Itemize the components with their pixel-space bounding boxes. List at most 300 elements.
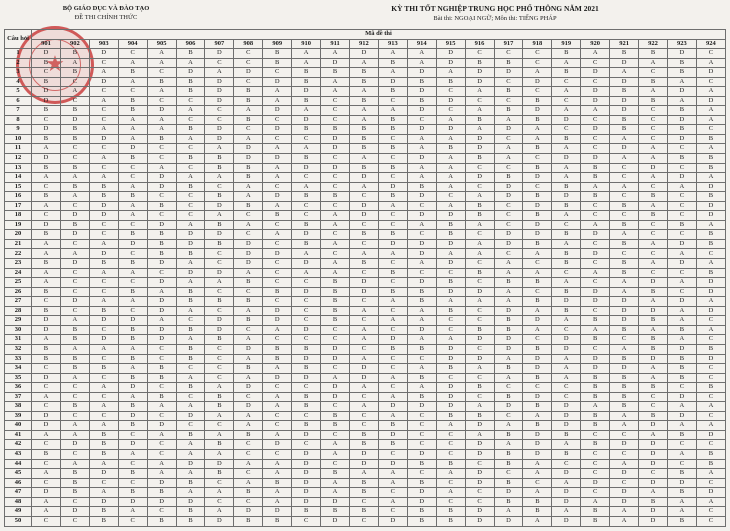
answer-cell: A (523, 488, 552, 498)
answer-cell: D (349, 364, 378, 374)
answer-cell: A (639, 430, 668, 440)
answer-cell: D (667, 297, 696, 307)
table-row (5, 154, 726, 164)
answer-cell: D (494, 516, 523, 526)
answer-cell: A (32, 469, 61, 479)
answer-cell: D (205, 49, 234, 59)
answer-cell: A (349, 154, 378, 164)
answer-cell: A (205, 507, 234, 517)
answer-cell: B (349, 478, 378, 488)
answer-cell: C (321, 106, 350, 116)
answer-cell: C (494, 49, 523, 59)
answer-cell: D (696, 354, 725, 364)
answer-cell: C (60, 411, 89, 421)
exam-code-header: 908 (234, 39, 263, 49)
answer-cell: B (176, 354, 205, 364)
answer-cell: A (465, 106, 494, 116)
answer-cell: B (465, 58, 494, 68)
answer-cell: B (667, 68, 696, 78)
answer-cell: A (60, 344, 89, 354)
answer-cell: C (349, 344, 378, 354)
answer-cell: A (176, 134, 205, 144)
answer-cell: B (292, 96, 321, 106)
answer-cell: B (60, 68, 89, 78)
answer-cell: B (552, 306, 581, 316)
answer-cell: B (494, 106, 523, 116)
answer-cell: D (407, 249, 436, 259)
answer-cell: B (321, 125, 350, 135)
answer-cell: B (205, 440, 234, 450)
question-number: 43 (5, 449, 32, 459)
answer-cell: B (436, 278, 465, 288)
answer-cell: C (639, 134, 668, 144)
answer-cell: A (552, 316, 581, 326)
answer-cell: D (465, 440, 494, 450)
exam-code-header: 917 (494, 39, 523, 49)
answer-cell: D (321, 58, 350, 68)
answer-cell: A (234, 182, 263, 192)
table-row (5, 306, 726, 316)
answer-cell: D (32, 325, 61, 335)
answer-cell: A (407, 316, 436, 326)
answer-cell: A (378, 392, 407, 402)
answer-cell: C (610, 478, 639, 488)
answer-cell: C (176, 96, 205, 106)
answer-cell: A (610, 507, 639, 517)
answer-cell: D (263, 154, 292, 164)
answer-cell: A (523, 306, 552, 316)
answer-cell: A (407, 173, 436, 183)
answer-cell: C (176, 201, 205, 211)
answer-cell: D (436, 383, 465, 393)
answer-cell: B (523, 344, 552, 354)
answer-cell: A (378, 478, 407, 488)
table-row (5, 497, 726, 507)
answer-cell: A (407, 134, 436, 144)
answer-cell: B (349, 134, 378, 144)
answer-cell: C (696, 373, 725, 383)
answer-cell: D (263, 507, 292, 517)
answer-cell: C (436, 478, 465, 488)
answer-cell: D (378, 516, 407, 526)
answer-cell: B (176, 125, 205, 135)
answer-cell: B (32, 192, 61, 202)
answer-cell: C (205, 58, 234, 68)
answer-cell: B (176, 87, 205, 97)
question-number: 22 (5, 249, 32, 259)
question-number: 5 (5, 87, 32, 97)
answer-cell: A (407, 163, 436, 173)
answer-cell: C (523, 383, 552, 393)
answer-cell: C (552, 268, 581, 278)
answer-cell: C (89, 220, 118, 230)
answer-cell: A (263, 201, 292, 211)
answer-cell: C (667, 192, 696, 202)
answer-cell: B (494, 430, 523, 440)
answer-cell: C (292, 211, 321, 221)
answer-cell: B (60, 106, 89, 116)
answer-cell: C (581, 58, 610, 68)
answer-cell: B (378, 125, 407, 135)
exam-code-header: 910 (292, 39, 321, 49)
answer-cell: C (32, 182, 61, 192)
answer-cell: C (494, 77, 523, 87)
answer-cell: D (321, 354, 350, 364)
answer-cell: A (436, 154, 465, 164)
answer-cell: B (32, 344, 61, 354)
answer-cell: A (234, 421, 263, 431)
answer-cell: D (32, 87, 61, 97)
answer-cell: D (610, 297, 639, 307)
answer-cell: B (234, 316, 263, 326)
answer-cell: D (667, 344, 696, 354)
answer-cell: A (639, 364, 668, 374)
table-row (5, 201, 726, 211)
answer-cell: B (465, 201, 494, 211)
answer-cell: B (349, 68, 378, 78)
answer-cell: D (292, 497, 321, 507)
answer-cell: D (118, 144, 147, 154)
answer-cell: D (263, 373, 292, 383)
answer-cell: C (378, 507, 407, 517)
answer-cell: B (118, 421, 147, 431)
answer-cell: B (60, 49, 89, 59)
answer-cell: D (378, 402, 407, 412)
answer-cell: B (667, 373, 696, 383)
answer-cell: A (696, 259, 725, 269)
header-row-top (5, 30, 726, 40)
answer-cell: B (32, 106, 61, 116)
question-number: 10 (5, 134, 32, 144)
answer-cell: A (407, 335, 436, 345)
answer-cell: C (581, 449, 610, 459)
answer-cell: B (581, 392, 610, 402)
answer-cell: C (639, 125, 668, 135)
answer-cell: C (234, 58, 263, 68)
answer-cell: C (321, 325, 350, 335)
answer-cell: B (581, 507, 610, 517)
answer-cell: D (292, 488, 321, 498)
answer-cell: A (234, 459, 263, 469)
answer-cell: A (610, 134, 639, 144)
answer-cell: B (176, 478, 205, 488)
answer-cell: A (147, 430, 176, 440)
answer-cell: D (610, 364, 639, 374)
answer-cell: A (436, 297, 465, 307)
question-number: 50 (5, 516, 32, 526)
answer-cell: D (32, 421, 61, 431)
answer-cell: B (32, 259, 61, 269)
answer-cell: A (407, 58, 436, 68)
answer-cell: B (176, 249, 205, 259)
answer-cell: A (60, 58, 89, 68)
answer-cell: B (436, 507, 465, 517)
answer-cell: D (523, 77, 552, 87)
answer-cell: D (60, 440, 89, 450)
answer-cell: C (667, 287, 696, 297)
answer-cell: B (667, 469, 696, 479)
question-number: 42 (5, 440, 32, 450)
answer-cell: A (118, 201, 147, 211)
answer-cell: A (263, 469, 292, 479)
exam-code-header: 916 (465, 39, 494, 49)
table-row (5, 335, 726, 345)
answer-cell: A (581, 402, 610, 412)
answer-cell: B (234, 163, 263, 173)
answer-cell: B (349, 96, 378, 106)
answer-cell: B (205, 297, 234, 307)
answer-cell: C (436, 325, 465, 335)
answer-cell: A (378, 497, 407, 507)
answer-cell: A (349, 306, 378, 316)
answer-cell: C (32, 68, 61, 78)
answer-cell: A (696, 173, 725, 183)
answer-cell: B (378, 421, 407, 431)
answer-cell: A (610, 182, 639, 192)
answer-cell: D (696, 68, 725, 78)
answer-cell: D (321, 144, 350, 154)
answer-cell: C (263, 335, 292, 345)
table-row (5, 58, 726, 68)
answer-cell: D (292, 459, 321, 469)
answer-cell: C (552, 125, 581, 135)
answer-cell: B (147, 373, 176, 383)
answer-cell: C (89, 373, 118, 383)
answer-cell: B (610, 201, 639, 211)
answer-cell: D (667, 239, 696, 249)
answer-cell: B (60, 325, 89, 335)
table-row (5, 325, 726, 335)
answer-cell: C (378, 211, 407, 221)
answer-cell: A (465, 249, 494, 259)
answer-cell: A (89, 96, 118, 106)
answer-cell: B (667, 325, 696, 335)
answer-cell: C (89, 58, 118, 68)
answer-cell: B (523, 96, 552, 106)
answer-cell: A (696, 497, 725, 507)
table-row (5, 488, 726, 498)
answer-cell: D (349, 459, 378, 469)
table-row (5, 163, 726, 173)
answer-cell: D (234, 249, 263, 259)
answer-cell: B (696, 134, 725, 144)
question-number: 38 (5, 402, 32, 412)
answer-cell: D (639, 507, 668, 517)
answer-cell: B (205, 392, 234, 402)
subject-line: Bài thi: NGOẠI NGỮ; Môn thi: TIẾNG PHÁP (433, 15, 557, 22)
answer-cell: D (32, 316, 61, 326)
answer-cell: B (494, 278, 523, 288)
answer-cell: D (89, 249, 118, 259)
answer-cell: D (407, 87, 436, 97)
answer-cell: A (667, 182, 696, 192)
answer-cell: D (349, 173, 378, 183)
answer-cell: A (205, 430, 234, 440)
answer-cell: A (292, 268, 321, 278)
answer-cell: C (610, 192, 639, 202)
answer-cell: B (32, 134, 61, 144)
answer-cell: C (407, 430, 436, 440)
answer-cell: D (581, 354, 610, 364)
answer-cell: D (32, 49, 61, 59)
answer-cell: C (60, 497, 89, 507)
question-number: 1 (5, 49, 32, 59)
answer-cell: C (234, 230, 263, 240)
answer-cell: A (263, 364, 292, 374)
answer-cell: A (32, 144, 61, 154)
answer-cell: C (552, 383, 581, 393)
answer-cell: B (407, 478, 436, 488)
table-row (5, 364, 726, 374)
answer-cell: C (639, 68, 668, 78)
answer-cell: C (321, 249, 350, 259)
table-row (5, 49, 726, 59)
answer-cell: A (321, 220, 350, 230)
answer-cell: A (234, 373, 263, 383)
answer-cell: C (60, 278, 89, 288)
answer-cell: C (349, 268, 378, 278)
answer-cell: D (89, 211, 118, 221)
table-row (5, 249, 726, 259)
answer-cell: B (321, 287, 350, 297)
answer-cell: A (89, 402, 118, 412)
exam-code-header: 909 (263, 39, 292, 49)
answer-cell: A (32, 430, 61, 440)
answer-cell: B (176, 325, 205, 335)
answer-cell: A (436, 173, 465, 183)
answer-cell: C (378, 173, 407, 183)
answer-cell: D (436, 125, 465, 135)
answer-cell: B (349, 144, 378, 154)
answer-cell: A (552, 163, 581, 173)
answer-cell: C (147, 507, 176, 517)
answer-cell: D (407, 192, 436, 202)
answer-cell: A (465, 430, 494, 440)
answer-cell: C (667, 163, 696, 173)
code-header-row (5, 39, 726, 49)
answer-cell: B (292, 154, 321, 164)
answer-cell: A (523, 411, 552, 421)
answer-cell: C (60, 392, 89, 402)
answer-cell: B (89, 364, 118, 374)
answer-cell: B (263, 516, 292, 526)
answer-cell: A (89, 488, 118, 498)
answer-cell: C (581, 344, 610, 354)
answer-cell: C (147, 268, 176, 278)
answer-cell: B (321, 306, 350, 316)
answer-cell: C (147, 68, 176, 78)
exam-code-header: 918 (523, 39, 552, 49)
answer-cell: D (118, 440, 147, 450)
answer-cell: A (292, 144, 321, 154)
answer-cell: C (89, 287, 118, 297)
answer-cell: A (552, 144, 581, 154)
answer-cell: C (436, 440, 465, 450)
answer-cell: D (349, 211, 378, 221)
answer-cell: C (321, 402, 350, 412)
answer-cell: A (436, 335, 465, 345)
answer-cell: B (89, 259, 118, 269)
answer-cell: B (610, 115, 639, 125)
answer-cell: B (263, 211, 292, 221)
answer-cell: D (639, 163, 668, 173)
answer-cell: C (349, 239, 378, 249)
answer-cell: D (292, 373, 321, 383)
answer-cell: C (581, 239, 610, 249)
table-row (5, 239, 726, 249)
answer-cell: D (32, 220, 61, 230)
question-number: 44 (5, 459, 32, 469)
answer-cell: D (581, 478, 610, 488)
answer-cell: D (205, 96, 234, 106)
question-number: 3 (5, 68, 32, 78)
exam-code-header: 911 (321, 39, 350, 49)
answer-cell: A (321, 211, 350, 221)
question-number: 37 (5, 392, 32, 402)
answer-cell: D (176, 268, 205, 278)
answer-cell: B (234, 430, 263, 440)
answer-cell: C (263, 411, 292, 421)
answer-cell: A (581, 268, 610, 278)
answer-cell: D (610, 488, 639, 498)
answer-cell: A (60, 373, 89, 383)
answer-cell: D (147, 421, 176, 431)
answer-cell: A (552, 507, 581, 517)
answer-cell: B (523, 239, 552, 249)
answer-cell: B (89, 516, 118, 526)
answer-cell: A (639, 488, 668, 498)
answer-cell: B (610, 354, 639, 364)
answer-cell: C (378, 354, 407, 364)
exam-code-header: 915 (436, 39, 465, 49)
answer-cell: B (321, 297, 350, 307)
answer-cell: B (581, 163, 610, 173)
answer-cell: B (292, 77, 321, 87)
answer-cell: D (581, 287, 610, 297)
answer-cell: B (118, 192, 147, 202)
answer-cell: C (696, 316, 725, 326)
answer-cell: A (292, 106, 321, 116)
answer-cell: D (407, 278, 436, 288)
answer-cell: B (118, 469, 147, 479)
answer-cell: B (552, 182, 581, 192)
answer-cell: D (89, 77, 118, 87)
answer-cell: A (60, 459, 89, 469)
answer-cell: D (552, 469, 581, 479)
answer-cell: D (89, 201, 118, 211)
answer-cell: B (234, 87, 263, 97)
answer-cell: D (639, 278, 668, 288)
answer-cell: B (349, 125, 378, 135)
answer-cell: B (552, 49, 581, 59)
answer-cell: B (147, 230, 176, 240)
answer-cell: A (147, 459, 176, 469)
answer-cell: D (667, 259, 696, 269)
answer-cell: C (292, 411, 321, 421)
table-row (5, 144, 726, 154)
answer-cell: D (465, 77, 494, 87)
answer-cell: A (436, 488, 465, 498)
answer-cell: C (494, 469, 523, 479)
answer-cell: C (205, 373, 234, 383)
answer-cell: C (378, 96, 407, 106)
answer-cell: A (118, 268, 147, 278)
answer-cell: A (234, 411, 263, 421)
answer-cell: D (436, 392, 465, 402)
table-row (5, 87, 726, 97)
exam-code-header: 914 (407, 39, 436, 49)
answer-cell: A (89, 344, 118, 354)
